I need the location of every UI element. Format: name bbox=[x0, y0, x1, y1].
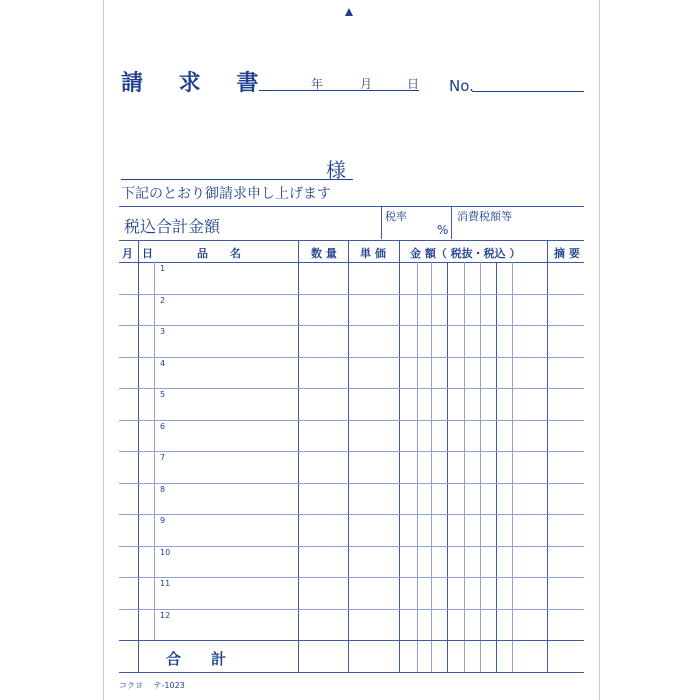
brand-name: コクヨ bbox=[119, 681, 143, 690]
row-number-2: 2 bbox=[160, 295, 166, 305]
row-number-6: 6 bbox=[160, 421, 166, 431]
row-number-11: 11 bbox=[160, 579, 171, 588]
year-label: 年 bbox=[311, 77, 324, 91]
col-line-amount-remarks bbox=[547, 240, 548, 672]
consumption-tax-label: 消費税額等 bbox=[457, 210, 512, 223]
table-top-rule bbox=[119, 240, 584, 241]
top-triangle-mark bbox=[345, 8, 353, 16]
row-number-4: 4 bbox=[160, 358, 166, 368]
col-line-price-amount bbox=[399, 240, 400, 672]
row-number-8: 8 bbox=[160, 484, 166, 494]
invoice-sheet bbox=[103, 0, 600, 700]
row-rule-8 bbox=[119, 483, 584, 484]
model-number: テ-1023 bbox=[153, 681, 185, 690]
table-header-bottom-rule bbox=[119, 262, 584, 263]
percent-sign: % bbox=[437, 223, 449, 237]
header-day: 日 bbox=[142, 247, 153, 260]
amount-digit-line-4 bbox=[464, 262, 465, 672]
day-label: 日 bbox=[407, 77, 420, 91]
row-rule-4 bbox=[119, 357, 584, 358]
number-label: No. bbox=[449, 77, 474, 95]
summary-divider-1 bbox=[381, 206, 382, 239]
number-line bbox=[472, 91, 584, 92]
row-rule-10 bbox=[119, 546, 584, 547]
row-rule-7 bbox=[119, 451, 584, 452]
amount-digit-line-7 bbox=[512, 262, 513, 672]
header-unit-price: 単 価 bbox=[360, 247, 386, 260]
row-rule-3 bbox=[119, 325, 584, 326]
row-number-12: 12 bbox=[160, 610, 171, 620]
row-rule-12 bbox=[119, 609, 584, 610]
row-rule-6 bbox=[119, 420, 584, 421]
header-remarks: 摘 要 bbox=[554, 247, 580, 260]
col-line-month-day bbox=[138, 240, 139, 672]
row-number-9: 9 bbox=[160, 516, 166, 525]
row-number-5: 5 bbox=[160, 390, 166, 399]
row-number-7: 7 bbox=[160, 453, 166, 462]
header-quantity: 数 量 bbox=[311, 247, 337, 260]
row-number-3: 3 bbox=[160, 327, 166, 336]
summary-divider-2 bbox=[451, 206, 452, 239]
row-number-10: 10 bbox=[160, 547, 171, 557]
request-statement: 下記のとおり御請求申し上げます bbox=[121, 186, 331, 202]
tax-rate-label: 税率 bbox=[385, 210, 407, 223]
total-row-rule bbox=[119, 640, 584, 641]
date-line bbox=[259, 90, 419, 91]
amount-digit-line-3 bbox=[447, 262, 448, 672]
brand-footer bbox=[119, 680, 185, 691]
header-item: 品 名 bbox=[197, 247, 241, 260]
summary-top-rule bbox=[119, 206, 584, 207]
amount-digit-line-1 bbox=[417, 262, 418, 672]
col-line-item-qty bbox=[298, 240, 299, 672]
header-amount: 金 額（ 税抜・税込 ） bbox=[410, 247, 521, 260]
amount-digit-line-6 bbox=[496, 262, 497, 672]
invoice-title: 請 求 書 bbox=[121, 71, 273, 96]
col-line-qty-price bbox=[348, 240, 349, 672]
row-rule-2 bbox=[119, 294, 584, 295]
tax-included-total-label: 税込合計金額 bbox=[124, 217, 221, 236]
row-rule-5 bbox=[119, 388, 584, 389]
row-rule-11 bbox=[119, 577, 584, 578]
grand-total-label: 合 計 bbox=[166, 650, 227, 668]
row-rule-9 bbox=[119, 514, 584, 515]
amount-digit-line-5 bbox=[480, 262, 481, 672]
header-month: 月 bbox=[122, 247, 133, 260]
recipient-line bbox=[121, 179, 353, 180]
recipient-suffix: 様 bbox=[326, 158, 346, 182]
table-bottom-rule bbox=[119, 672, 584, 673]
row-number-1: 1 bbox=[160, 264, 166, 273]
amount-digit-line-2 bbox=[431, 262, 432, 672]
month-label: 月 bbox=[360, 77, 373, 91]
